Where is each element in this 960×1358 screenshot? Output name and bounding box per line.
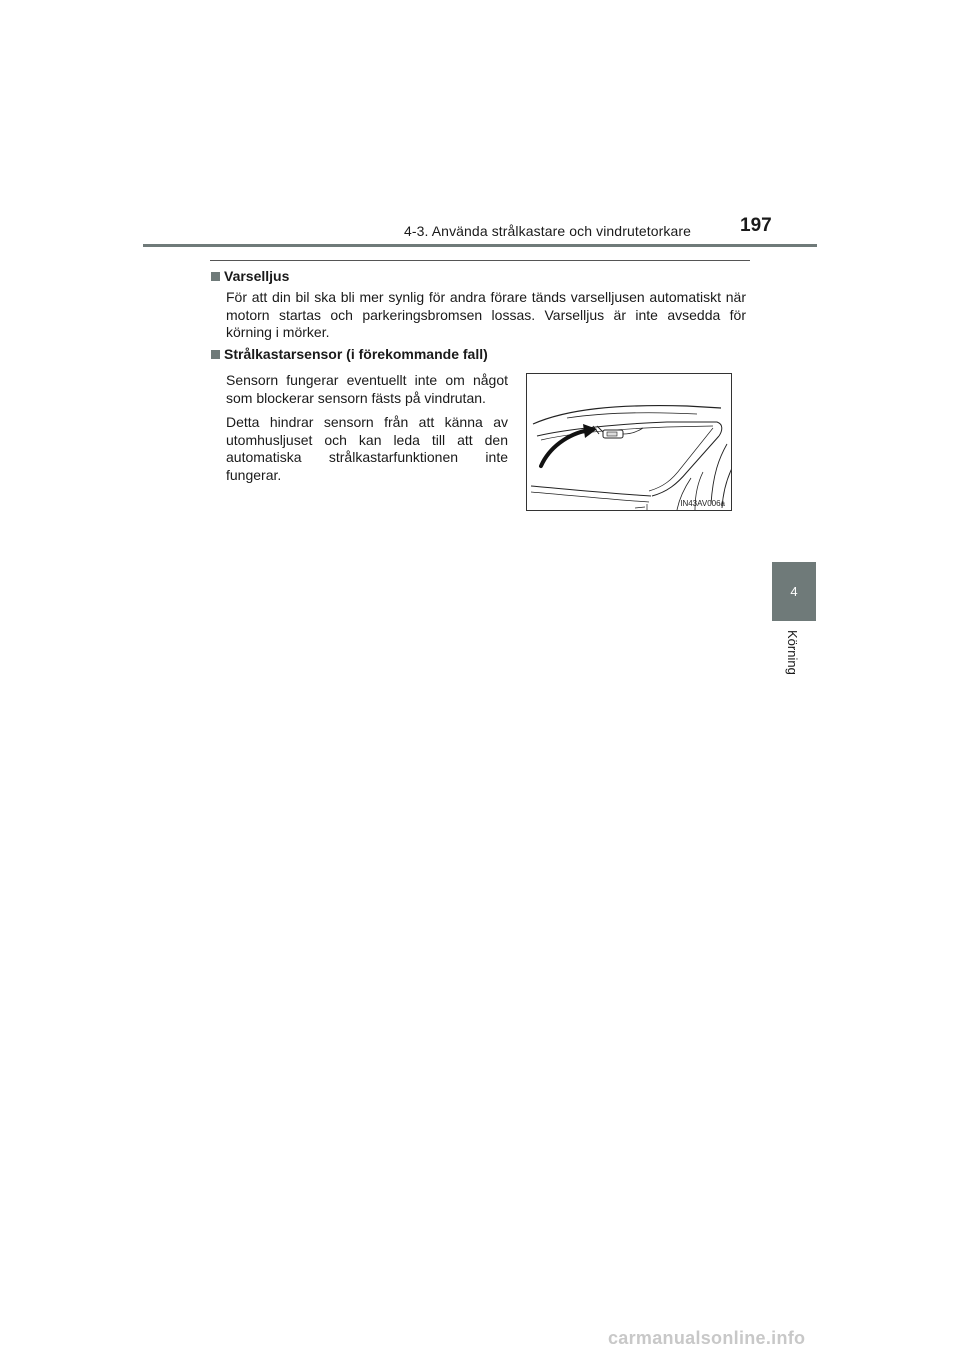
heading-text: Varselljus [224,268,290,284]
header-section-title: 4-3. Använda strålkastare och vindrutetorkare [404,223,691,239]
watermark: carmanualsonline.info [608,1328,806,1348]
figure-code: IN43AV006a [680,499,725,508]
chapter-number: 4 [790,584,798,599]
windshield-drawing [527,374,732,511]
paragraph: Sensorn fungerar eventuellt inte om något som blockerar sensorn fästs på vindrutan. [226,372,508,406]
square-bullet-icon [211,272,220,281]
paragraph: För att din bil ska bli mer synlig för andra förare tänds varselljusen automatiskt när motorn startas och parkeringsbromsen lossas. Varselljus är inte avsedda för körning i mörker. [226,289,746,340]
heading-headlight-sensor [211,346,488,362]
heading-varselljus [211,268,289,284]
square-bullet-icon [211,350,220,359]
paragraph: Detta hindrar sensorn från att känna av utomhusljuset och kan leda till att den automatiska strålkastarfunktionen inte fungerar. [226,414,508,483]
page-number: 197 [740,215,772,236]
header-rule [143,244,817,247]
heading-text: Strålkastarsensor (i förekommande fall) [224,346,488,362]
section-rule [210,260,750,261]
windshield-sensor-illustration [526,373,732,511]
chapter-tab [772,562,816,621]
chapter-label: Körning [785,630,800,675]
